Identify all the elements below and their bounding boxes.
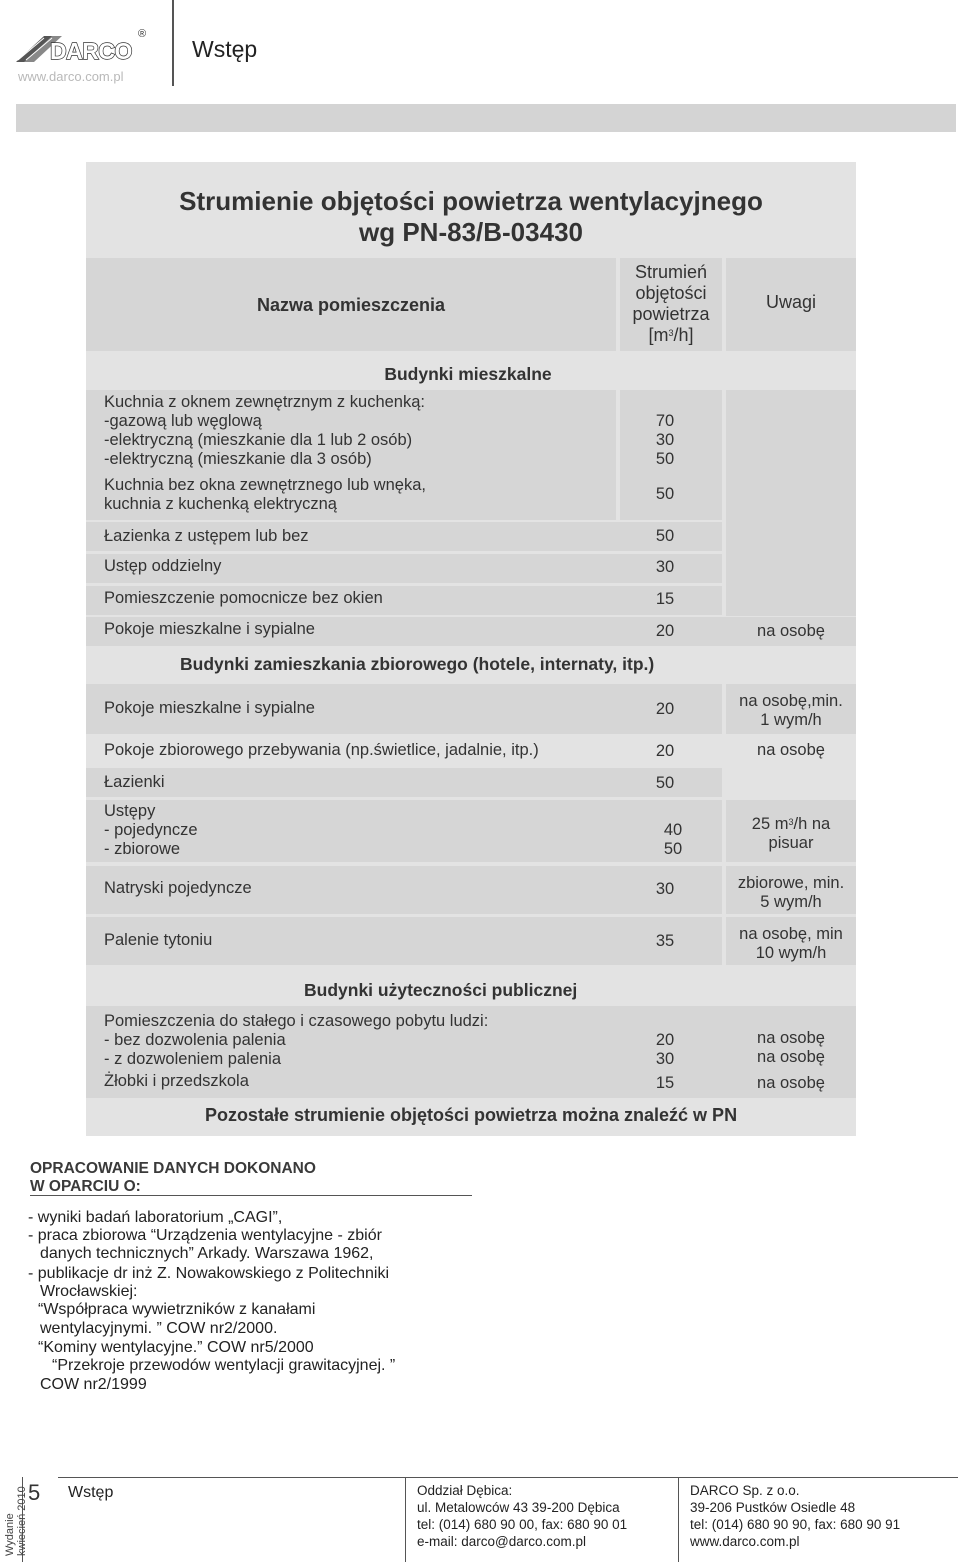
logo-url: www.darco.com.pl	[18, 69, 124, 84]
header-divider	[172, 0, 174, 86]
source-line: - publikacje dr inż Z. Nowakowskiego z Politechniki	[28, 1265, 390, 1282]
footer-company: DARCO Sp. z o.o. 39-206 Pustków Osiedle 48 tel: (014) 680 90 90, fax: 680 90 91 www.darco.com.pl	[690, 1483, 901, 1549]
aux-value: 15	[655, 590, 675, 608]
row-residential-notes	[726, 390, 856, 616]
public-stay-notes: na osobę na osobę	[757, 1029, 825, 1066]
kitchen-window-values: 70 30 50	[655, 412, 675, 468]
kitchen-window-text: Kuchnia z oknem zewnętrznym z kuchenką: -gazową lub węglową -elektryczną (mieszkanie dla 1 lub 2 osób) -elektryczną (mieszkanie dla 3 osób)	[104, 393, 425, 468]
section-collective: Budynki zamieszkania zbiorowego (hotele, internaty, itp.)	[180, 654, 655, 674]
source-line: Wrocławskiej:	[40, 1283, 138, 1300]
rooms-text: Pokoje mieszkalne i sypialne	[104, 620, 315, 638]
table-footer-note: Pozostałe strumienie objętości powietrza można znaleźć w PN	[204, 1105, 738, 1125]
public-nursery-value: 15	[655, 1074, 675, 1092]
source-line: - praca zbiorowa “Urządzenia wentylacyjne - zbiór	[28, 1227, 382, 1244]
source-line: “Współpraca wywietrzników z kanałami	[38, 1301, 316, 1318]
footer-branch: Oddział Dębica: ul. Metalowców 43 39-200 Dębica tel: (014) 680 90 00, fax: 680 90 01 e-mail: darco@darco.com.pl	[417, 1483, 628, 1549]
coll-showers-value: 30	[655, 880, 675, 898]
coll-showers-note: zbiorowe, min. 5 wym/h	[737, 874, 845, 911]
kitchen-nowindow-text: Kuchnia bez okna zewnętrznego lub wnęka, kuchnia z kuchenką elektryczną	[104, 476, 426, 513]
coll-rooms-text: Pokoje mieszkalne i sypialne	[104, 699, 315, 717]
sources-divider	[30, 1195, 472, 1196]
coll-smoking-text: Palenie tytoniu	[104, 931, 213, 949]
footer-vline	[678, 1477, 679, 1562]
coll-bathrooms-text: Łazienki	[104, 773, 165, 791]
source-line: COW nr2/1999	[40, 1376, 147, 1393]
registered-mark: ®	[138, 28, 147, 40]
footer-divider	[58, 1477, 958, 1478]
logo-text: DARCO	[50, 38, 132, 64]
coll-common-text: Pokoje zbiorowego przebywania (np.świetlice, jadalnie, itp.)	[104, 741, 539, 759]
aux-text: Pomieszczenie pomocnicze bez okien	[104, 589, 383, 607]
source-line: wentylacyjnymi. ” COW nr2/2000.	[40, 1320, 278, 1337]
bathroom-value: 50	[655, 527, 675, 545]
section-public: Budynki użyteczności publicznej	[304, 980, 578, 1000]
footer-edition: Wydanie kwiecień 2010	[4, 1486, 28, 1556]
coll-rooms-note: na osobę,min. 1 wym/h	[739, 692, 843, 729]
coll-bathrooms-value: 50	[655, 774, 675, 792]
coll-toilets-text: Ustępy - pojedyncze - zbiorowe	[104, 802, 198, 858]
sources-heading: OPRACOWANIE DANYCH DOKONANO W OPARCIU O:	[30, 1160, 316, 1195]
public-stay-values: 20 30	[655, 1031, 675, 1068]
column-header-name: Nazwa pomieszczenia	[256, 295, 446, 315]
source-line: - wyniki badań laboratorium „CAGI”,	[28, 1209, 283, 1226]
column-header-notes: Uwagi	[765, 292, 817, 312]
section-residential: Budynki mieszkalne	[384, 364, 552, 384]
toilet-text: Ustęp oddzielny	[104, 557, 222, 575]
footer-title: Wstęp	[68, 1484, 114, 1501]
header-bar	[16, 104, 956, 132]
coll-rooms-value: 20	[655, 700, 675, 718]
coll-showers-text: Natryski pojedyncze	[104, 879, 252, 897]
source-line: “Kominy wentylacyjne.” COW nr5/2000	[38, 1339, 314, 1356]
table-title: Strumienie objętości powietrza wentylacyjnego wg PN-83/B-03430	[179, 186, 763, 247]
page-title: Wstęp	[192, 36, 258, 62]
rooms-value: 20	[655, 622, 675, 640]
public-nursery-note: na osobę	[757, 1074, 825, 1092]
coll-common-note: na osobę	[757, 741, 825, 759]
column-header-flow: Strumień objętości powietrza $[m^3/h]$	[632, 262, 710, 345]
coll-toilets-note: 25 $m^3/h$ na pisuar	[751, 815, 831, 852]
page-number: 5	[28, 1480, 41, 1505]
kitchen-nowindow-value: 50	[655, 485, 675, 503]
coll-smoking-value: 35	[655, 932, 675, 950]
coll-common-value: 20	[655, 742, 675, 760]
coll-toilets-values: 40 50	[663, 821, 683, 858]
coll-smoking-note: na osobę, min 10 wym/h	[739, 925, 843, 962]
rooms-note: na osobę	[757, 622, 825, 640]
public-stay-text: Pomieszczenia do stałego i czasowego pobytu ludzi: - bez dozwolenia palenia - z dozwoleniem palenia	[104, 1012, 489, 1068]
toilet-value: 30	[655, 558, 675, 576]
source-line: danych technicznych” Arkady. Warszawa 1962,	[40, 1245, 374, 1262]
footer-vline	[405, 1477, 406, 1562]
public-nursery-text: Żłobki i przedszkola	[104, 1072, 249, 1090]
bathroom-text: Łazienka z ustępem lub bez	[104, 527, 309, 545]
source-line: “Przekroje przewodów wentylacji grawitacyjnej. ”	[52, 1357, 396, 1374]
